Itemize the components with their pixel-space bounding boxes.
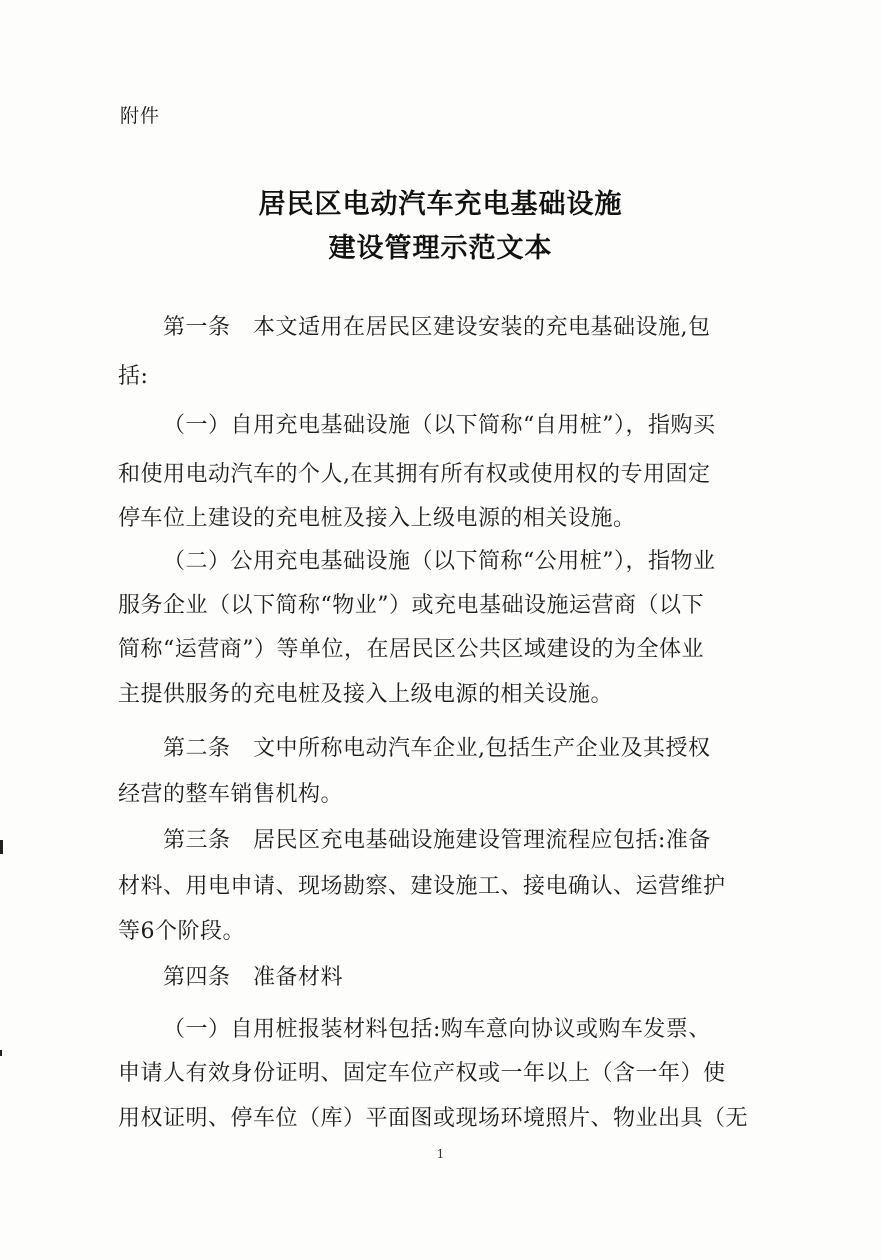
- body-line: 和使用电动汽车的个人,在其拥有所有权或使用权的专用固定: [118, 462, 711, 487]
- document-title-line-1: 居民区电动汽车充电基础设施: [258, 189, 623, 220]
- scan-mark: [0, 840, 3, 854]
- body-line: （一）自用桩报装材料包括:购车意向协议或购车发票、: [163, 1017, 711, 1042]
- body-line: 用权证明、停车位（库）平面图或现场环境照片、物业出具（无: [118, 1106, 749, 1131]
- body-line: 第四条 准备材料: [163, 965, 344, 990]
- body-line: 第一条 本文适用在居民区建设安装的充电基础设施,包: [163, 315, 711, 340]
- body-line: （一）自用充电基础设施（以下简称“自用桩”），指购买: [163, 413, 716, 438]
- body-line: 经营的整车销售机构。: [118, 782, 344, 807]
- document-title-line-2: 建设管理示范文本: [328, 233, 553, 264]
- body-line: 停车位上建设的充电桩及接入上级电源的相关设施。: [118, 506, 636, 531]
- body-line: 申请人有效身份证明、固定车位产权或一年以上（含一年）使: [118, 1061, 726, 1086]
- page-number: 1: [436, 1147, 445, 1161]
- body-line: 服务企业（以下简称“物业”）或充电基础设施运营商（以下: [118, 593, 704, 618]
- body-line: （二）公用充电基础设施（以下简称“公用桩”），指物业: [163, 549, 716, 574]
- scan-mark: [0, 1050, 2, 1056]
- attachment-label: 附件: [120, 105, 161, 127]
- body-line: 等6个阶段。: [118, 919, 245, 944]
- body-line: 第二条 文中所称电动汽车企业,包括生产企业及其授权: [163, 736, 711, 761]
- body-line: 材料、用电申请、现场勘察、建设施工、接电确认、运营维护: [118, 874, 726, 899]
- body-line: 主提供服务的充电桩及接入上级电源的相关设施。: [118, 682, 614, 707]
- body-line: 第三条 居民区充电基础设施建设管理流程应包括:准备: [163, 828, 711, 853]
- body-line: 简称“运营商”）等单位，在居民区公共区域建设的为全体业: [118, 637, 704, 662]
- body-line: 括:: [118, 364, 149, 389]
